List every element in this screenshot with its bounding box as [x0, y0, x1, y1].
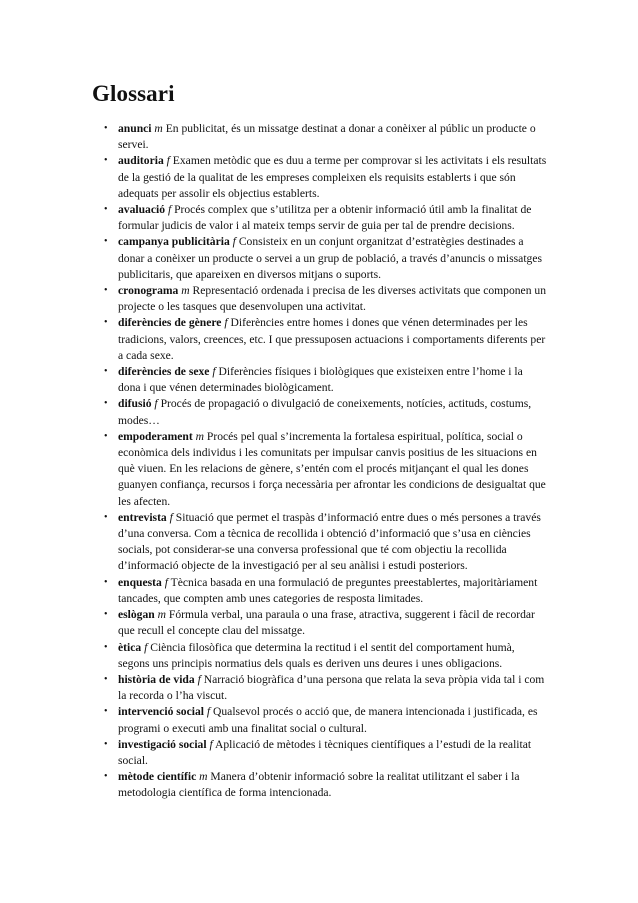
- entry-definition: Diferències entre homes i dones que vénen determinades per les tradicions, valors, creences, etc. I que pressuposen actuacions i comportaments diferents per a cada sexe.: [118, 316, 546, 362]
- glossary-entry: [92, 234, 548, 283]
- glossary-list: [92, 121, 548, 802]
- entry-gender: f: [224, 316, 228, 330]
- entry-gender: m: [157, 608, 166, 622]
- entry-definition: Narració biogràfica d’una persona que relata la seva pròpia vida tal i com la recorda o l’ha viscut.: [118, 672, 545, 703]
- entry-term: mètode científic: [118, 770, 197, 784]
- entry-definition: Situació que permet el traspàs d’informació entre dues o més persones a través d’una conversa. Com a tècnica de recollida i obtenció d’informació que s’usa en ciències socials, pot considerar-se una conversa professional que té com objectiu la recollida d’informació objecte de la investigació per al seu anàlisi i estudi posteriors.: [118, 510, 541, 573]
- entry-gender: m: [199, 770, 208, 784]
- bullet-icon: •: [104, 398, 108, 410]
- entry-gender: f: [144, 640, 148, 654]
- entry-definition: Ciència filosòfica que determina la rectitud i el sentit del comportament humà, segons uns principis normatius dels quals es deriven uns deures i unes obligacions.: [118, 640, 515, 670]
- entry-term: investigació social: [118, 737, 207, 751]
- page-title: Glossari: [92, 81, 175, 106]
- entry-definition: Diferències físiques i biològiques que existeixen entre l’home i la dona i que vénen determinades biològicament.: [118, 365, 523, 395]
- entry-term: empoderament: [118, 429, 193, 443]
- bullet-icon: •: [104, 576, 108, 588]
- bullet-icon: •: [104, 738, 108, 750]
- glossary-entry: [92, 607, 548, 639]
- entry-gender: f: [197, 672, 201, 686]
- bullet-icon: •: [104, 511, 108, 523]
- bullet-icon: •: [104, 641, 108, 653]
- entry-definition: Procés pel qual s’incrementa la fortalesa espiritual, política, social o econòmica dels individus i les comunitats per impulsar canvis positius de les situacions en què viuen. En les relacions de gènere, s’entén com el procés mitjançant el qual les dones guanyen confiança, recursos i força necessària per afrontar les condicions de desigualtat que les afecten.: [118, 429, 546, 508]
- bullet-icon: •: [104, 204, 108, 216]
- entry-gender: f: [232, 235, 236, 249]
- glossary-entry: [92, 640, 548, 672]
- entry-term: avaluació: [118, 203, 166, 217]
- entry-gender: f: [154, 397, 158, 411]
- glossary-entry: [92, 704, 548, 736]
- bullet-icon: •: [104, 285, 108, 297]
- bullet-icon: •: [104, 706, 108, 718]
- entry-gender: m: [181, 284, 190, 298]
- glossary-entry: [92, 202, 548, 234]
- bullet-icon: •: [104, 771, 108, 783]
- bullet-icon: •: [104, 430, 108, 442]
- entry-definition: Examen metòdic que es duu a terme per comprovar si les activitats i els resultats de la gestió de la qualitat de les empreses compleixen els requisits establerts i que són adequats per assolir els objectius establerts.: [118, 154, 547, 200]
- entry-definition: Procés de propagació o divulgació de coneixements, notícies, actituds, costums, modes…: [118, 397, 532, 427]
- glossary-entry: [92, 429, 548, 510]
- entry-gender: f: [212, 365, 216, 379]
- entry-gender: m: [154, 122, 163, 135]
- glossary-entry: [92, 396, 548, 428]
- bullet-icon: •: [104, 609, 108, 621]
- entry-definition: Consisteix en un conjunt organitzat d’estratègies destinades a donar a conèixer un producte o servei a un grup de població, a través d’anuncis o missatges publicitaris, que apareixen en diversos mitjans o suports.: [118, 235, 542, 281]
- entry-term: intervenció social: [118, 705, 204, 719]
- entry-term: diferències de sexe: [118, 365, 210, 379]
- entry-term: entrevista: [118, 510, 167, 524]
- glossary-entry: [92, 575, 548, 607]
- entry-definition: En publicitat, és un missatge destinat a donar a conèixer al públic un producte o servei.: [118, 122, 536, 152]
- bullet-icon: •: [104, 673, 108, 685]
- entry-term: campanya publicitària: [118, 235, 230, 249]
- entry-gender: f: [209, 737, 213, 751]
- entry-definition: Aplicació de mètodes i tècniques científiques a l’estudi de la realitat social.: [118, 737, 532, 767]
- entry-definition: Representació ordenada i precisa de les diverses activitats que componen un projecte o les tasques que desenvolupen una activitat.: [118, 284, 546, 314]
- entry-gender: f: [166, 154, 170, 168]
- glossary-entry: [92, 737, 548, 769]
- entry-definition: Tècnica basada en una formulació de preguntes preestablertes, majoritàriament tancades, que compten amb unes categories de resposta limitades.: [118, 575, 538, 605]
- glossary-entry: [92, 315, 548, 364]
- entry-term: diferències de gènere: [118, 316, 222, 330]
- bullet-icon: •: [104, 123, 108, 134]
- glossary-entry: [92, 283, 548, 315]
- entry-term: anunci: [118, 122, 152, 135]
- bullet-icon: •: [104, 155, 108, 167]
- entry-definition: Fórmula verbal, una paraula o una frase, atractiva, suggerent i fàcil de recordar que recull el concepte clau del missatge.: [118, 608, 535, 638]
- entry-definition: Manera d’obtenir informació sobre la realitat utilitzant el saber i la metodologia científica de forma intencionada.: [118, 770, 520, 800]
- entry-term: enquesta: [118, 575, 162, 589]
- entry-term: eslògan: [118, 608, 155, 622]
- entry-term: auditoria: [118, 154, 164, 168]
- entry-term: cronograma: [118, 284, 179, 298]
- entry-term: difusió: [118, 397, 152, 411]
- bullet-icon: •: [104, 236, 108, 248]
- entry-definition: Procés complex que s’utilitza per a obtenir informació útil amb la finalitat de formular judicis de valor i al mateix temps servir de guia per tal de prendre decisions.: [118, 203, 532, 233]
- entry-definition: Qualsevol procés o acció que, de manera intencionada i justificada, es programi o executi amb una finalitat social o cultural.: [118, 705, 538, 735]
- glossary-entry: [92, 121, 548, 153]
- entry-gender: f: [169, 510, 173, 524]
- glossary-entry: [92, 364, 548, 396]
- glossary-entry: [92, 672, 548, 704]
- glossary-entry: [92, 153, 548, 202]
- entry-gender: f: [167, 203, 172, 217]
- glossary-entry: [92, 769, 548, 801]
- bullet-icon: •: [104, 317, 108, 329]
- entry-gender: f: [206, 705, 211, 719]
- bullet-icon: •: [104, 366, 108, 378]
- entry-term: ètica: [118, 640, 142, 654]
- glossary-entry: [92, 510, 548, 575]
- entry-gender: m: [195, 429, 204, 443]
- entry-term: història de vida: [118, 672, 195, 686]
- entry-gender: f: [164, 575, 168, 589]
